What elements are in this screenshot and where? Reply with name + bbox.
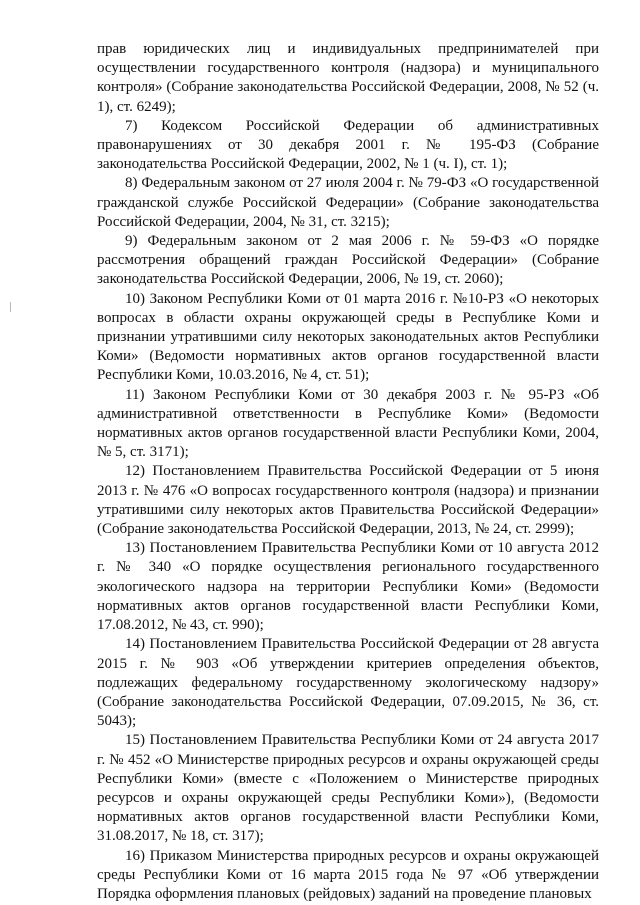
- paragraph-continuation: прав юридических лиц и индивидуальных предпринимателей при осуществлении государственного контроля (надзора) и муниципального контроля» (Собрание законодательства Российской Федерации, 2008, № 52 (ч. 1), ст. 6249);: [97, 41, 599, 115]
- paragraph-item-12: 12) Постановлением Правительства Российской Федерации от 5 июня 2013 г. № 476 «О вопросах государственного контроля (надзора) и признании утратившими силу некоторых актов Правительства Российской Федерации» (Собрание законодательства Российской Федерации, 2013, № 24, ст. 2999);: [97, 463, 599, 538]
- paragraph-item-14: 14) Постановлением Правительства Российской Федерации от 28 августа 2015 г. № 903 «Об утверждении критериев определения объектов, подлежащих федеральному государственному экологическому надзору» (Собрание законодательства Российской Федерации, 07.09.2015, № 36, ст. 5043);: [97, 636, 599, 730]
- scan-margin-mark: [10, 302, 11, 312]
- paragraph-item-7: 7) Кодексом Российской Федерации об административных правонарушениях от 30 декабря 2001 г. № 195-ФЗ (Собрание законодательства Российской Федерации, 2002, № 1 (ч. I), ст. 1);: [97, 117, 599, 173]
- paragraph-item-15: 15) Постановлением Правительства Республики Коми от 24 августа 2017 г. № 452 «О Министерстве природных ресурсов и охраны окружающей среды Республики Коми» (вместе с «Положением о Министерстве природных ресурсов и охраны окружающей среды Республики Коми»), (Ведомости нормативных актов органов государственной власти Республики Коми, 31.08.2017, № 18, ст. 317);: [97, 732, 599, 845]
- paragraph-item-8: 8) Федеральным законом от 27 июля 2004 г. № 79-ФЗ «О государственной гражданской службе Российской Федерации» (Собрание законодательства Российской Федерации, 2004, № 31, ст. 3215);: [97, 175, 599, 230]
- document-page: [97, 40, 599, 904]
- paragraph-item-9: 9) Федеральным законом от 2 мая 2006 г. № 59-ФЗ «О порядке рассмотрения обращений граждан Российской Федерации» (Собрание законодательства Российской Федерации, 2006, № 19, ст. 2060);: [97, 233, 599, 288]
- paragraph-item-10: 10) Законом Республики Коми от 01 марта 2016 г. №10-РЗ «О некоторых вопросах в области охраны окружающей среды в Республике Коми и признании утратившими силу некоторых законодательных актов Республики Коми» (Ведомости нормативных актов органов государственной власти Республики Коми, 10.03.2016, № 4, ст. 51);: [97, 290, 599, 384]
- paragraph-item-11: 11) Законом Республики Коми от 30 декабря 2003 г. № 95-РЗ «Об административной ответственности в Республике Коми» (Ведомости нормативных актов органов государственной власти Республики Коми, 2004, № 5, ст. 3171);: [97, 386, 599, 461]
- paragraph-item-16: 16) Приказом Министерства природных ресурсов и охраны окружающей среды Республики Коми от 16 марта 2015 года № 97 «Об утверждении Порядка оформления плановых (рейдовых) заданий на проведение плановых: [97, 847, 599, 902]
- paragraph-item-13: 13) Постановлением Правительства Республики Коми от 10 августа 2012 г. № 340 «О порядке осуществления регионального государственного экологического надзора на территории Республики Коми» (Ведомости нормативных актов органов государственной власти Республики Коми, 17.08.2012, № 43, ст. 990);: [97, 540, 599, 634]
